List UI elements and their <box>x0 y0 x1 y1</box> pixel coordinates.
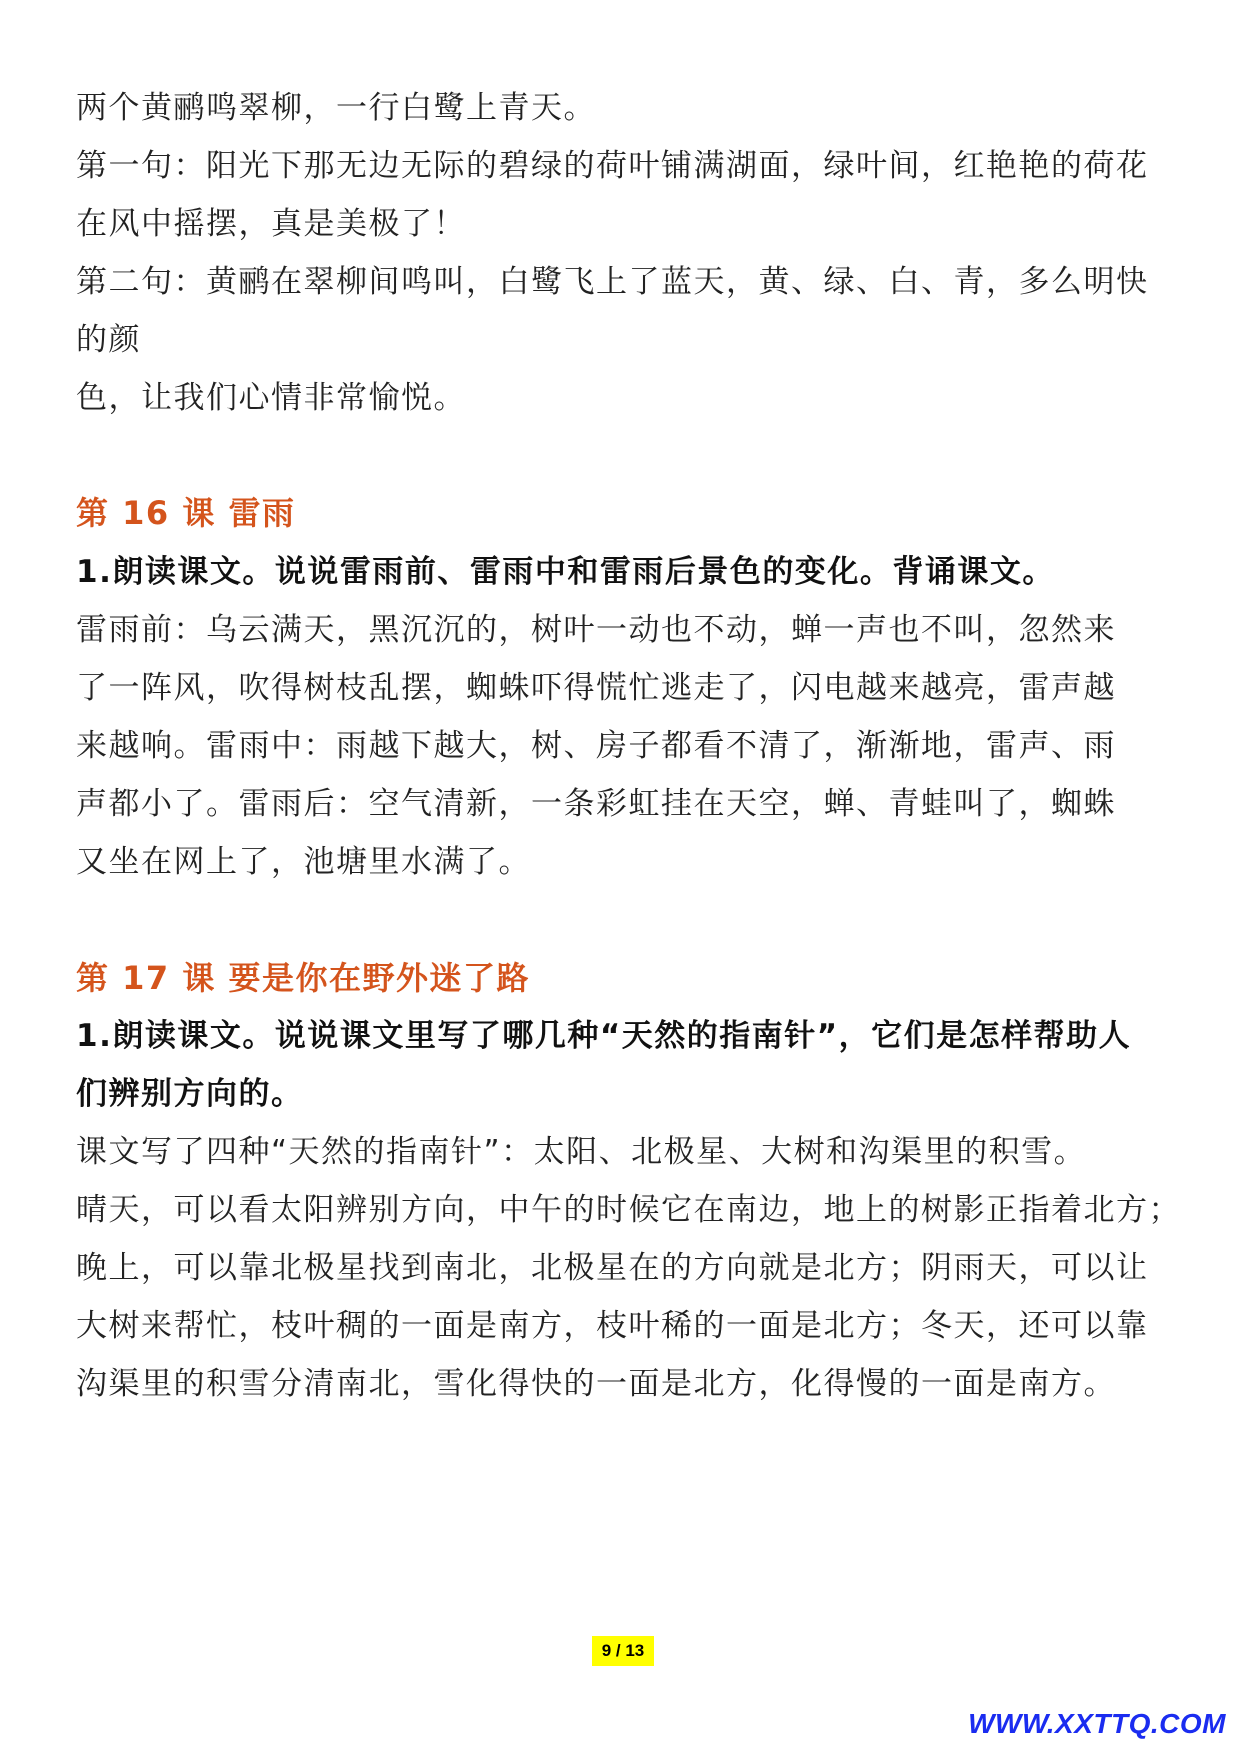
poem-line: 两个黄鹂鸣翠柳，一行白鹭上青天。 <box>76 90 596 126</box>
lesson-17-answer-line: 课文写了四种“天然的指南针”：太阳、北极星、大树和沟渠里的积雪。 <box>76 1134 1087 1170</box>
lesson-16-answer-line: 来越响。雷雨中：雨越下越大，树、房子都看不清了，渐渐地，雷声、雨 <box>76 728 1116 764</box>
lesson-16-answer-line: 了一阵风，吹得树枝乱摆，蜘蛛吓得慌忙逃走了，闪电越来越亮，雷声越 <box>76 670 1116 706</box>
lesson-16-answer-line: 雷雨前：乌云满天，黑沉沉的，树叶一动也不动，蝉一声也不叫，忽然来 <box>76 612 1116 648</box>
lesson-17-question: 们辨别方向的。 <box>76 1076 304 1112</box>
lesson-17-answer-line: 沟渠里的积雪分清南北，雪化得快的一面是北方，化得慢的一面是南方。 <box>76 1366 1116 1402</box>
lesson-16-answer-line: 又坐在网上了，池塘里水满了。 <box>76 844 531 880</box>
answer-line: 的颜 <box>76 322 141 358</box>
page-number: 9 / 13 <box>592 1636 654 1666</box>
answer-line: 在风中摇摆，真是美极了！ <box>76 206 466 242</box>
answer-line: 第一句：阳光下那无边无际的碧绿的荷叶铺满湖面，绿叶间，红艳艳的荷花 <box>76 148 1149 184</box>
answer-line: 色，让我们心情非常愉悦。 <box>76 380 466 416</box>
lesson-16-question: 1.朗读课文。说说雷雨前、雷雨中和雷雨后景色的变化。背诵课文。 <box>76 554 1055 590</box>
site-watermark[interactable]: WWW.XXTTQ.COM <box>968 1708 1226 1739</box>
lesson-17-answer-line: 大树来帮忙，枝叶稠的一面是南方，枝叶稀的一面是北方；冬天，还可以靠 <box>76 1308 1149 1344</box>
lesson-17-answer-line: 晚上，可以靠北极星找到南北，北极星在的方向就是北方；阴雨天，可以让 <box>76 1250 1149 1286</box>
lesson-16-answer-line: 声都小了。雷雨后：空气清新，一条彩虹挂在天空，蝉、青蛙叫了，蜘蛛 <box>76 786 1116 822</box>
lesson-16-heading: 第 16 课 雷雨 <box>76 494 296 532</box>
lesson-17-question: 1.朗读课文。说说课文里写了哪几种“天然的指南针”，它们是怎样帮助人 <box>76 1018 1132 1054</box>
answer-line: 第二句：黄鹂在翠柳间鸣叫，白鹭飞上了蓝天，黄、绿、白、青，多么明快 <box>76 264 1149 300</box>
lesson-17-heading: 第 17 课 要是你在野外迷了路 <box>76 959 530 997</box>
lesson-17-answer-line: 晴天，可以看太阳辨别方向，中午的时候它在南边，地上的树影正指着北方； <box>76 1192 1181 1228</box>
